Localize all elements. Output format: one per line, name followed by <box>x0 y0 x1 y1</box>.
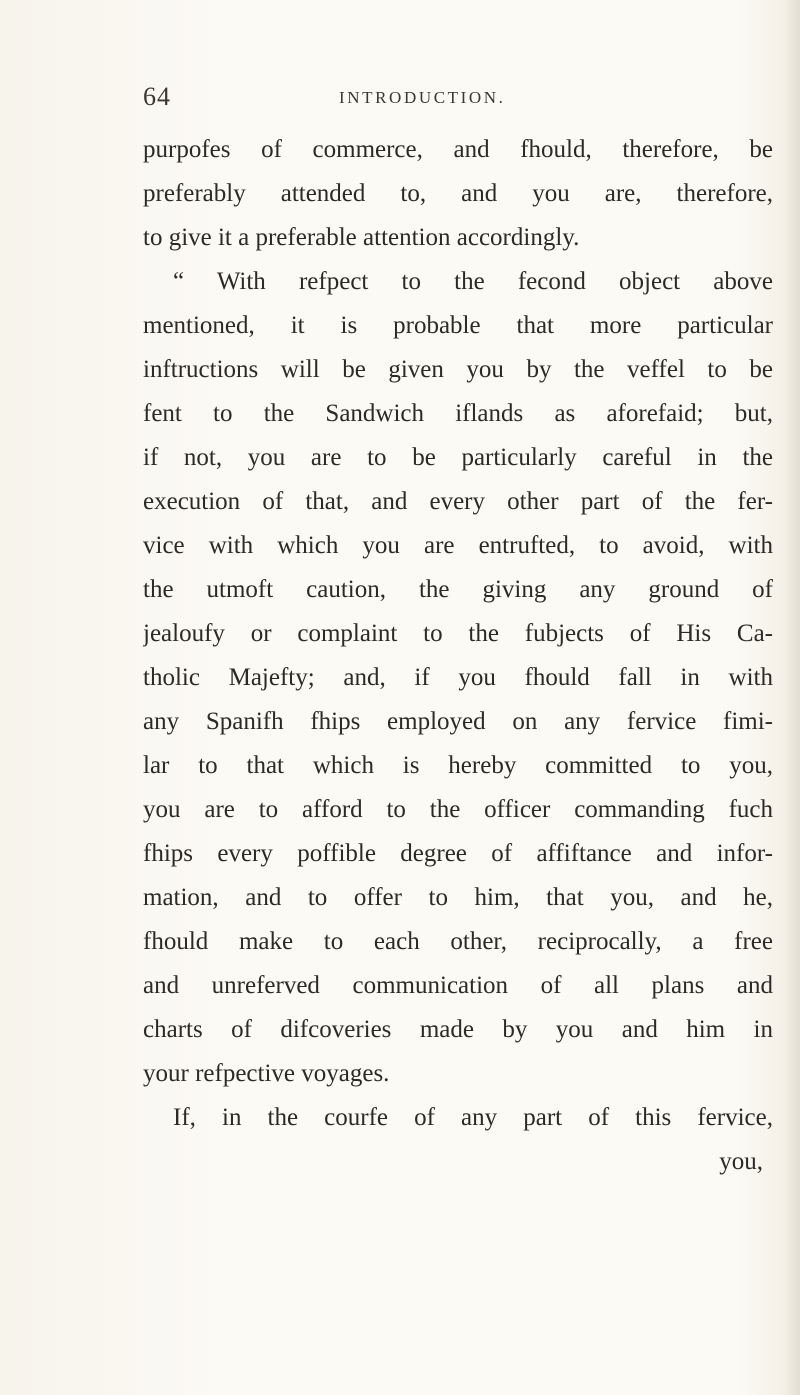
text-line: fhould make to each other, reciprocally, a free <box>143 928 773 955</box>
catchword: you, <box>719 1148 763 1175</box>
text-line: tholic Majefty; and, if you fhould fall in with <box>143 664 773 691</box>
text-line: to give it a preferable attention accordingly. <box>143 224 580 251</box>
text-line: lar to that which is hereby committed to you, <box>143 752 773 779</box>
running-title: INTRODUCTION. <box>339 88 506 107</box>
running-head <box>143 82 783 112</box>
text-line: charts of difcoveries made by you and him in <box>143 1016 773 1043</box>
text-line: fent to the Sandwich iflands as aforefaid; but, <box>143 400 773 427</box>
text-line: your refpective voyages. <box>143 1060 390 1087</box>
text-line: any Spanifh fhips employed on any fervice fimi- <box>143 708 773 735</box>
body-text <box>143 128 773 1184</box>
text-line: execution of that, and every other part of the fer- <box>143 488 773 515</box>
page-edge-shadow <box>784 0 800 1395</box>
text-line: and unreferved communication of all plans and <box>143 972 773 999</box>
page-number: 64 <box>143 82 171 111</box>
text-line: inftructions will be given you by the veffel to be <box>143 356 773 383</box>
text-line: vice with which you are entrufted, to avoid, with <box>143 532 773 559</box>
text-line: jealoufy or complaint to the fubjects of His Ca- <box>143 620 773 647</box>
text-line: the utmoft caution, the giving any ground of <box>143 576 773 603</box>
text-line: mentioned, it is probable that more particular <box>143 312 773 339</box>
text-line: purpofes of commerce, and fhould, therefore, be <box>143 136 773 163</box>
text-line: “ With refpect to the fecond object above <box>173 268 773 295</box>
text-line: fhips every poffible degree of affiftance and infor- <box>143 840 773 867</box>
text-line: mation, and to offer to him, that you, and he, <box>143 884 773 911</box>
text-line: you are to afford to the officer commanding fuch <box>143 796 773 823</box>
text-line: if not, you are to be particularly careful in the <box>143 444 773 471</box>
text-line: If, in the courfe of any part of this fervice, <box>173 1104 773 1131</box>
text-line: preferably attended to, and you are, therefore, <box>143 180 773 207</box>
